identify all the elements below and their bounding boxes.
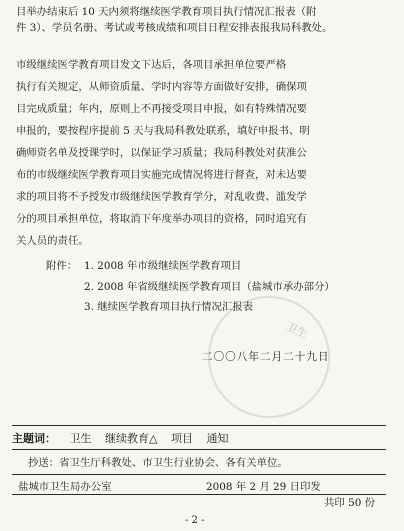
- paragraph-2: [16, 57, 404, 255]
- divider-top: [12, 425, 386, 426]
- attachment-item: 3. 继续医学教育项目执行情况汇报表: [84, 301, 254, 313]
- keyword: 通知: [206, 432, 229, 445]
- paragraph-1: [16, 4, 404, 36]
- cc-line: 抄送：省卫生厅科教处、市卫生行业协会、各有关单位。: [28, 457, 288, 469]
- paragraph-line: 市级继续医学教育项目发文下达后，各项目承担单位要严格: [16, 59, 287, 71]
- divider: [12, 474, 386, 475]
- paragraph-line: 关人员的责任。: [16, 235, 89, 247]
- keywords-row: [12, 431, 404, 447]
- paragraph-line: 目举办结束后 10 天内须将继续医学教育项目执行情况汇报表（附: [16, 6, 317, 18]
- keyword: 项目: [170, 432, 193, 445]
- page-number: - 2 -: [185, 515, 205, 526]
- attachments-label: 附件：: [46, 260, 78, 272]
- keyword: 卫生: [69, 432, 92, 445]
- paragraph-line: 求的项目将不予授发市级继续医学教育学分，对乱收费、滥发学: [16, 191, 307, 203]
- keyword: 继续教育△: [105, 432, 158, 445]
- paragraph-line: 布的市级继续医学教育项目实施完成情况将进行督查，对未达要: [16, 169, 307, 181]
- divider: [12, 449, 386, 450]
- attachment-item: 1. 2008 年市级继续医学教育项目: [84, 260, 242, 272]
- issue-date: 2008 年 2 月 29 日印发: [206, 481, 321, 493]
- issuer: 盐城市卫生局办公室: [18, 481, 112, 493]
- attachment-item: 2. 2008 年省级继续医学教育项目（盐城市承办部分）: [84, 280, 335, 293]
- paragraph-line: 目完成质量；年内，原则上不再接受项目申报，如有特殊情况要: [16, 103, 307, 115]
- paragraph-line: 件 3）、学员名册、考试或考核成绩和项目日程安排表报我局科教处。: [16, 22, 333, 34]
- signature-date: 二〇〇八年二月二十九日: [202, 351, 330, 363]
- seal-text: 卫生: [284, 320, 310, 341]
- paragraph-line: 确师资名单及授课学时，以保证学习质量；我局科教处对获准公: [16, 147, 307, 159]
- copies-count: 共印 50 份: [324, 497, 375, 509]
- keywords-label: 主题词：: [12, 432, 56, 445]
- paragraph-line: 分的项目承担单位，将取消下年度举办项目的资格，同时追究有: [16, 213, 307, 225]
- paragraph-line: 执行有关规定，从师资质量、学时内容等方面做好安排，确保项: [16, 81, 307, 93]
- paragraph-line: 申报的，要按程序提前 5 天与我局科教处联系，填好申报书、明: [16, 125, 310, 137]
